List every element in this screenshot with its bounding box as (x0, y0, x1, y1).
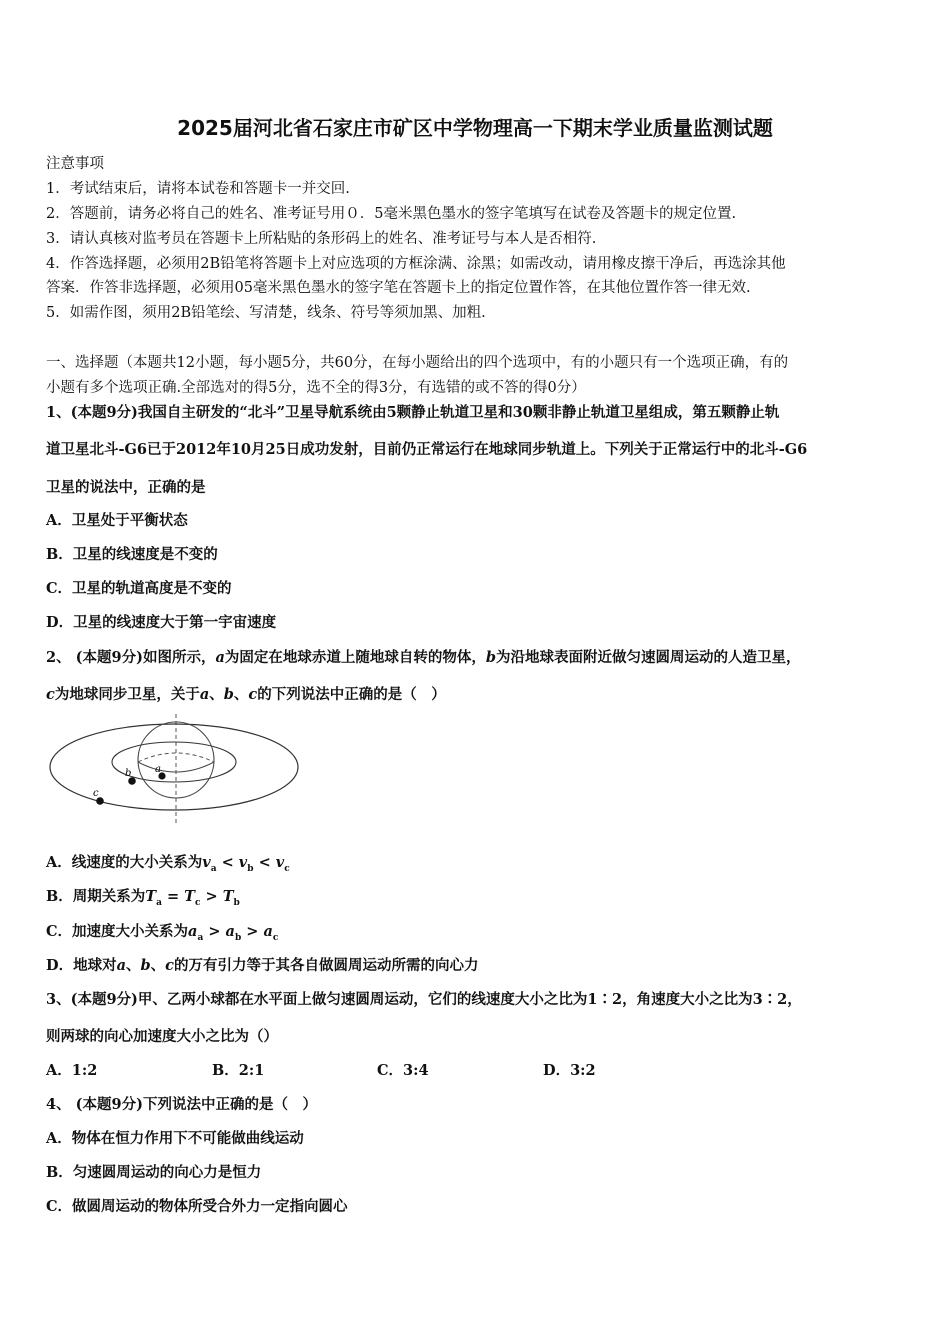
sync-orbit (50, 724, 298, 810)
q3-stem: 则两球的向心加速度大小之比为（） (46, 1028, 278, 1045)
q2-option-d: D．地球对a、b、c的万有引力等于其各自做圆周运动所需的向心力 (46, 957, 479, 974)
q1-option-a: A．卫星处于平衡状态 (46, 512, 188, 529)
notice-heading: 注意事项 (46, 156, 104, 172)
q1-stem: 卫星的说法中，正确的是 (46, 479, 206, 496)
q3-option-b: B．2:1 (212, 1062, 265, 1079)
q3-option-d: D．3:2 (543, 1062, 596, 1079)
label-a: a (155, 764, 161, 775)
notice-item: 4．作答选择题，必须用2B铅笔将答题卡上对应选项的方框涂满、涂黑；如需改动，请用橡皮擦干净后，再选涂其他 (46, 256, 786, 272)
q2-stem: 2、 (本题9分)如图所示，a为固定在地球赤道上随地球自转的物体，b为沿地球表面附近做匀速圆周运动的人造卫星， (46, 649, 801, 666)
q3-stem: 3、(本题9分)甲、乙两小球都在水平面上做匀速圆周运动，它们的线速度大小之比为1∶2，角速度大小之比为3∶2， (46, 991, 802, 1008)
section-instructions: 小题有多个选项正确.全部选对的得5分，选不全的得3分，有选错的或不答的得0分） (46, 380, 586, 396)
exam-title: 2025届河北省石家庄市矿区中学物理高一下期末学业质量监测试题 (177, 116, 773, 140)
q1-stem: 道卫星北斗-G6已于2012年10月25日成功发射，目前仍正常运行在地球同步轨道上。下列关于正常运行中的北斗-G6 (46, 441, 808, 458)
q4-option-b: B．匀速圆周运动的向心力是恒力 (46, 1164, 262, 1181)
orbit-diagram (44, 712, 304, 827)
q3-option-a: A．1:2 (46, 1062, 98, 1079)
q3-option-c: C．3:4 (377, 1062, 429, 1079)
notice-item: 2．答题前，请务必将自己的姓名、准考证号用０．5毫米黑色墨水的签字笔填写在试卷及答题卡的规定位置. (46, 206, 737, 222)
q2-option-b: B．周期关系为$T_a = T_c > T_b$ (46, 888, 240, 908)
q4-stem: 4、 (本题9分)下列说法中正确的是（ ） (46, 1096, 317, 1113)
q4-option-c: C．做圆周运动的物体所受合外力一定指向圆心 (46, 1198, 348, 1215)
notice-item: 答案．作答非选择题，必须用05毫米黑色墨水的签字笔在答题卡上的指定位置作答，在其他位置作答一律无效. (46, 280, 751, 296)
label-b: b (125, 768, 132, 779)
notice-item: 1．考试结束后，请将本试卷和答题卡一并交回. (46, 181, 350, 197)
q1-stem: 1、(本题9分)我国自主研发的“北斗”卫星导航系统由5颗静止轨道卫星和30颗非静止轨道卫星组成，第五颗静止轨 (46, 404, 780, 421)
q1-option-b: B．卫星的线速度是不变的 (46, 546, 218, 563)
q1-option-c: C．卫星的轨道高度是不变的 (46, 580, 232, 597)
q1-option-d: D．卫星的线速度大于第一宇宙速度 (46, 614, 277, 631)
q2-option-c: C．加速度大小关系为$a_a > a_b > a_c$ (46, 923, 279, 943)
q2-option-a: A．线速度的大小关系为$v_a < v_b < v_c$ (46, 854, 290, 874)
notice-item: 3．请认真核对监考员在答题卡上所粘贴的条形码上的姓名、准考证号与本人是否相符. (46, 231, 597, 247)
label-c: c (93, 788, 99, 799)
q4-option-a: A．物体在恒力作用下不可能做曲线运动 (46, 1130, 304, 1147)
q2-stem: c为地球同步卫星，关于a、b、c的下列说法中正确的是（ ） (46, 686, 446, 703)
section-instructions: 一、选择题（本题共12小题，每小题5分，共60分，在每小题给出的四个选项中，有的小题只有一个选项正确，有的 (46, 355, 789, 371)
notice-item: 5．如需作图，须用2B铅笔绘、写清楚，线条、符号等须加黑、加粗. (46, 305, 486, 321)
